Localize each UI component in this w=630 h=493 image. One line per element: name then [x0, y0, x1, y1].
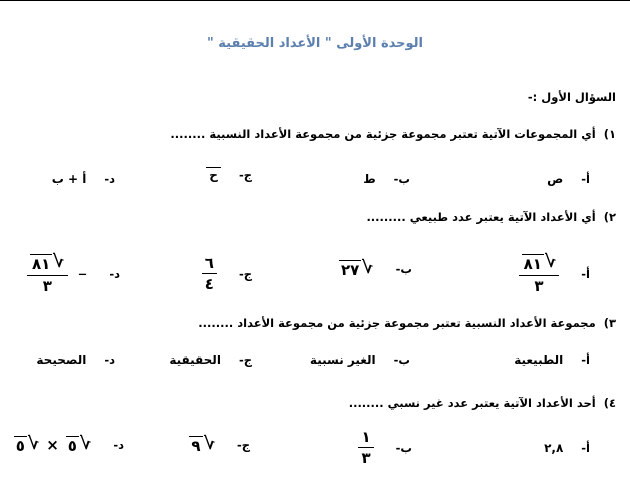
fraction [358, 430, 373, 466]
radical-a: √ ٥ [67, 434, 92, 455]
q1-option-d[interactable] [52, 172, 115, 186]
option-letter: ب- [395, 262, 412, 277]
question-text: أي المجموعات الآتية تعتبر مجموعة جزئية من مجموعة الأعداد النسبية ........ [170, 127, 596, 141]
option-letter: د- [113, 438, 124, 453]
option-letter: ب- [393, 172, 410, 186]
option-letter: أ- [581, 441, 590, 455]
radicand: ٩ [191, 437, 201, 455]
q3-option-c[interactable] [169, 353, 252, 367]
fraction [202, 256, 217, 292]
q1-option-b[interactable] [363, 172, 410, 186]
denominator: ٤ [204, 275, 214, 293]
question-text: أي الأعداد الآتية يعتبر عدد طبيعي ......... [366, 210, 596, 224]
option-letter: أ- [581, 172, 590, 186]
unit-title: الوحدة الأولى " الأعداد الحقيقية " [206, 36, 424, 51]
option-value: ح [206, 167, 221, 182]
option-letter: ج- [238, 353, 252, 367]
option-value: الغير نسبية [309, 353, 376, 367]
option-letter: ب- [393, 353, 410, 367]
q1-option-c[interactable] [206, 168, 252, 182]
q2-option-b[interactable] [339, 260, 412, 279]
option-value: ط [363, 172, 376, 186]
fraction: √ ٨١ ٣ [27, 254, 68, 294]
option-value: ص [547, 172, 564, 186]
denominator: ٣ [42, 276, 52, 295]
option-value: الحقيقية [169, 353, 221, 367]
option-letter: أ- [581, 266, 590, 281]
radicand: ٥ [67, 437, 77, 455]
fraction: √ ٨١ ٣ [519, 254, 560, 294]
option-value: أ + ب [51, 172, 87, 186]
q3-option-a[interactable] [514, 353, 590, 367]
option-value: الطبيعية [514, 353, 564, 367]
question-text: أحد الأعداد الآتية يعتبر عدد غير نسبي ........ [348, 396, 596, 410]
denominator: ٣ [361, 449, 371, 467]
radical: √ ٢٧ [340, 258, 374, 279]
question-1 [170, 127, 616, 141]
q1-option-a[interactable] [547, 172, 590, 186]
option-letter: د- [104, 172, 115, 186]
option-letter: د- [109, 266, 120, 281]
numerator: ٦ [202, 256, 217, 274]
numerator: ٨١ [31, 255, 51, 273]
q4-option-a[interactable] [544, 441, 590, 455]
question-2 [366, 210, 616, 224]
question-number: ٣) [603, 316, 616, 330]
q2-option-c[interactable] [202, 256, 252, 292]
minus-sign: − [77, 266, 88, 281]
radical: √ ٩ [191, 434, 215, 455]
option-letter: ب- [395, 441, 412, 455]
numerator: ٨١ [523, 255, 542, 273]
radicand: ٥ [15, 437, 25, 455]
q2-option-d[interactable] [27, 254, 120, 294]
option-letter: ج- [238, 168, 252, 182]
q2-option-a[interactable] [519, 254, 590, 294]
option-letter: د- [104, 353, 115, 367]
section-heading: السؤال الأول :- [527, 90, 616, 104]
question-number: ٢) [603, 210, 616, 224]
denominator: ٣ [534, 276, 544, 295]
question-number: ١) [603, 127, 616, 141]
q4-option-d[interactable] [14, 436, 124, 455]
question-text: مجموعة الأعداد النسبية تعتبر مجموعة جزئية من مجموعة الأعداد ........ [198, 316, 596, 330]
q4-option-c[interactable] [189, 436, 250, 455]
option-value: الصحيحة [36, 353, 87, 367]
numerator: ١ [358, 430, 373, 448]
q3-option-b[interactable] [310, 353, 410, 367]
question-4 [349, 396, 616, 410]
option-letter: أ- [581, 353, 590, 367]
question-3 [198, 316, 616, 330]
question-number: ٤) [603, 396, 616, 410]
radicand: ٢٧ [340, 261, 360, 279]
times-sign: × [46, 436, 59, 455]
radical-b: √ ٥ [15, 434, 40, 455]
q3-option-d[interactable] [36, 353, 115, 367]
option-value: ٢,٨ [544, 441, 564, 455]
option-letter: ج- [236, 438, 250, 453]
option-letter: ج- [238, 267, 252, 281]
q4-option-b[interactable] [358, 430, 412, 466]
top-border [0, 0, 630, 1]
